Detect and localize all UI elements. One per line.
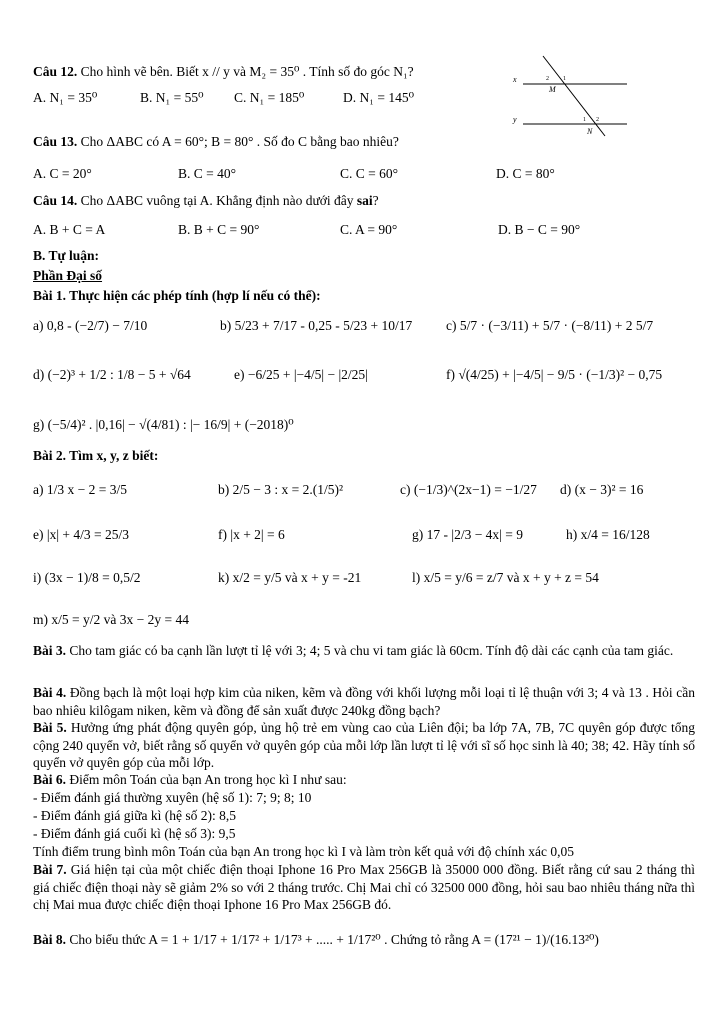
q12-text: Cho hình vẽ bên. Biết x // y và M₂ = 35⁰ . Tính số đo góc N₁? [80, 64, 414, 79]
bai5 [33, 719, 695, 772]
bai1-e: e) −6/25 + |−4/5| − |2/25| [234, 367, 368, 382]
bai6 [33, 772, 347, 788]
bai6-label: Bài 6. [33, 772, 67, 787]
q14 [33, 193, 379, 209]
bai7-text: Giá hiện tại của một chiếc điện thoại Iphone 16 Pro Max 256GB là 35000 000 đồng. Biết rằng cứ sau 2 tháng thì giá chiếc điện thoại này sẽ giảm 2% so với 2 tháng trước. Chị Mai chỉ có 32500 000 đồng, hỏi sau bao nhiêu tháng nữa thì chị Mai mua được chiếc điện thoại Iphone 16 Pro Max 256GB đó. [33, 862, 695, 912]
q12-label: Câu 12. [33, 64, 78, 79]
bai1-b: b) 5/23 + 7/17 - 0,25 - 5/23 + 10/17 [220, 318, 413, 333]
bai2-d: d) (x − 3)² = 16 [560, 482, 644, 497]
label-n2: 2 [596, 117, 599, 123]
bai6-line-2: - Điểm đánh giá giữa kì (hệ số 2): 8,5 [33, 808, 237, 823]
part-b-subtitle: Phần Đại số [33, 268, 103, 283]
bai6-text: Điểm môn Toán của bạn An trong học kì I như sau: [69, 772, 347, 787]
label-n1: 1 [583, 117, 586, 123]
bai2-m: m) x/5 = y/2 và 3x − 2y = 44 [33, 612, 189, 627]
bai2-heading: Bài 2. Tìm x, y, z biết: [33, 448, 159, 463]
label-n: N [587, 127, 593, 136]
q12-choice-d: D. N₁ = 145⁰ [343, 90, 414, 105]
label-m1: 1 [563, 76, 566, 82]
bai4-label: Bài 4. [33, 685, 67, 700]
q14-choice-b: B. B + C = 90° [178, 222, 260, 237]
bai2-e: e) |x| + 4/3 = 25/3 [33, 527, 129, 542]
q14-choice-d: D. B − C = 90° [498, 222, 581, 237]
q14-choice-c: C. A = 90° [340, 222, 398, 237]
label-x: x [513, 75, 517, 84]
part-b-title: B. Tự luận: [33, 248, 100, 263]
bai2-i: i) (3x − 1)/8 = 0,5/2 [33, 570, 141, 585]
q14-label: Câu 14. [33, 193, 78, 208]
q14-text: Cho ΔABC vuông tại A. Khẳng định nào dưới đây [80, 193, 354, 208]
bai8-label: Bài 8. [33, 932, 67, 947]
label-m2: 2 [546, 76, 549, 82]
bai3-text: Cho tam giác có ba cạnh lần lượt tỉ lệ với 3; 4; 5 và chu vi tam giác là 60cm. Tính độ dài các cạnh của tam giác. [69, 643, 674, 658]
q13-label: Câu 13. [33, 134, 78, 149]
label-y: y [513, 115, 517, 124]
bai2-k: k) x/2 = y/5 và x + y = -21 [218, 570, 362, 585]
label-m: M [549, 85, 556, 94]
bai1-f: f) √(4/25) + |−4/5| − 9/5 · (−1/3)² − 0,75 [446, 367, 663, 382]
q12-choice-a: A. N₁ = 35⁰ [33, 90, 98, 105]
q12-choice-c: C. N₁ = 185⁰ [234, 90, 305, 105]
bai3-label: Bài 3. [33, 643, 67, 658]
bai2-h: h) x/4 = 16/128 [566, 527, 650, 542]
parallel-lines-figure [505, 48, 645, 140]
bai3 [33, 642, 695, 660]
q14-text-bold: sai [356, 193, 373, 208]
bai2-g: g) 17 - |2/3 − 4x| = 9 [412, 527, 523, 542]
q12 [33, 64, 414, 80]
q13-choice-a: A. C = 20° [33, 166, 92, 181]
bai5-label: Bài 5. [33, 720, 67, 735]
bai6-line-3: - Điểm đánh giá cuối kì (hệ số 3): 9,5 [33, 826, 236, 841]
bai2-c: c) (−1/3)^(2x−1) = −1/27 [400, 482, 537, 497]
q13-choice-d: D. C = 80° [496, 166, 555, 181]
bai1-d: d) (−2)³ + 1/2 : 1/8 − 5 + √64 [33, 367, 191, 382]
q13 [33, 134, 399, 150]
q13-choice-b: B. C = 40° [178, 166, 237, 181]
q14-choice-a: A. B + C = A [33, 222, 106, 237]
q14-text-end: ? [372, 193, 379, 208]
bai2-l: l) x/5 = y/6 = z/7 và x + y + z = 54 [412, 570, 599, 585]
bai7 [33, 861, 695, 914]
bai1-a: a) 0,8 - (−2/7) − 7/10 [33, 318, 148, 333]
bai8 [33, 932, 599, 948]
bai1-heading: Bài 1. Thực hiện các phép tính (hợp lí nếu có thể): [33, 288, 321, 303]
bai5-text: Hưởng ứng phát động quyên góp, ủng hộ trẻ em vùng cao của Liên đội; ba lớp 7A, 7B, 7C quyên góp được tổng cộng 240 quyển vở, biết rằng số quyển vở quyên góp của mỗi lớp lần lượt tỉ lệ với sĩ số học sinh là 40; 38; 42. Hãy tính số quyển vở quyên góp của mỗi lớp. [33, 720, 695, 770]
bai6-line-1: - Điểm đánh giá thường xuyên (hệ số 1): 7; 9; 8; 10 [33, 790, 312, 805]
q13-choice-c: C. C = 60° [340, 166, 399, 181]
bai2-b: b) 2/5 − 3 : x = 2.(1/5)² [218, 482, 344, 497]
q12-choice-b: B. N₁ = 55⁰ [140, 90, 204, 105]
bai4 [33, 684, 695, 719]
bai8-text: Cho biểu thức A = 1 + 1/17 + 1/17² + 1/17³ + ..... + 1/17²⁰ . Chứng tỏ rằng A = (17²¹ − 1)/(16.13²⁰) [69, 932, 599, 947]
bai6-line-4: Tính điểm trung bình môn Toán của bạn An trong học kì I và làm tròn kết quả với độ chính xác 0,05 [33, 844, 574, 859]
q13-text: Cho ΔABC có A = 60°; B = 80° . Số đo C bằng bao nhiêu? [80, 134, 399, 149]
bai1-c: c) 5/7 · (−3/11) + 5/7 · (−8/11) + 2 5/7 [446, 318, 654, 333]
bai2-a: a) 1/3 x − 2 = 3/5 [33, 482, 127, 497]
bai2-f: f) |x + 2| = 6 [218, 527, 285, 542]
bai1-g: g) (−5/4)² . |0,16| − √(4/81) : |− 16/9| + (−2018)⁰ [33, 417, 294, 432]
bai4-text: Đồng bạch là một loại hợp kim của niken, kẽm và đồng với khối lượng mỗi loại tỉ lệ thuận với 3; 4 và 13 . Hỏi cần bao nhiêu kilôgam niken, kẽm và đồng để sản xuất được 240kg đồng bạch? [33, 685, 695, 718]
bai7-label: Bài 7. [33, 862, 67, 877]
